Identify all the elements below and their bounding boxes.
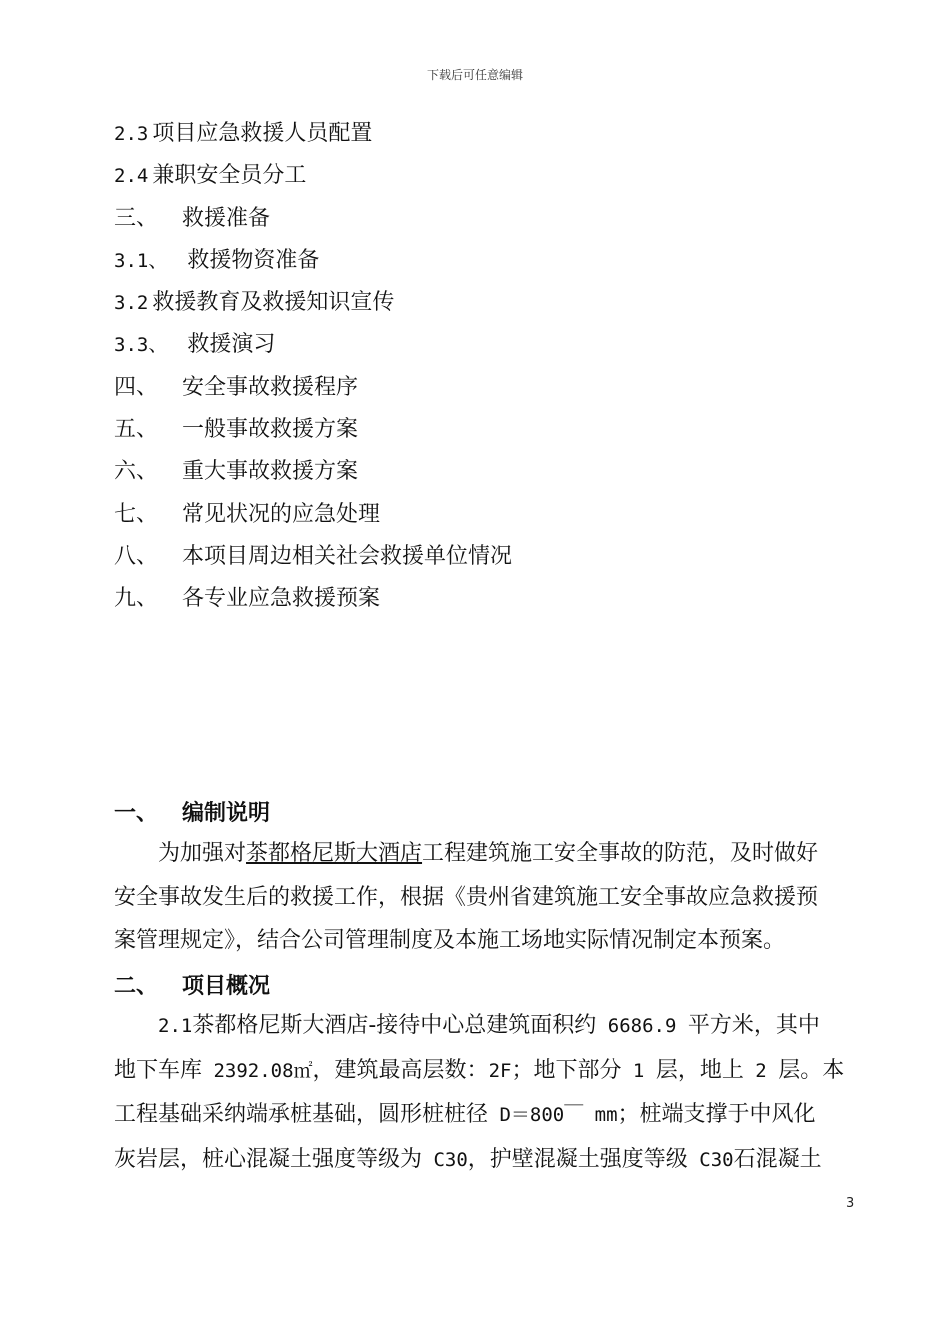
toc-item bbox=[114, 283, 874, 325]
paragraph-line bbox=[114, 832, 874, 876]
toc-item bbox=[114, 114, 874, 156]
toc-item-number: 七、 bbox=[114, 501, 159, 527]
section-number: 一、 bbox=[114, 801, 159, 826]
toc-item-text: 救援物资准备 bbox=[187, 247, 320, 273]
text-run: ；地下部分 bbox=[511, 1057, 622, 1083]
text-run: 为加强对 bbox=[158, 841, 247, 866]
toc-item-text: 兼职安全员分工 bbox=[152, 163, 307, 189]
toc-item-number: 2.3 bbox=[114, 123, 149, 145]
text-run: 6686.9 bbox=[607, 1015, 677, 1037]
toc-item bbox=[114, 537, 874, 579]
text-run: C30 bbox=[433, 1148, 468, 1171]
paragraph-line bbox=[114, 1004, 874, 1049]
paragraph-line bbox=[114, 1049, 874, 1094]
toc-item-number: 五、 bbox=[114, 417, 159, 443]
toc-item-number: 八、 bbox=[114, 543, 159, 569]
toc-item-number: 3.1、 bbox=[114, 249, 168, 272]
toc-item bbox=[114, 368, 874, 410]
toc-item-text: 本项目周边相关社会救援单位情况 bbox=[182, 543, 513, 569]
text-run: 工程建筑施工安全事故的防范，及时做好 bbox=[422, 841, 819, 866]
paragraph-line bbox=[114, 1093, 874, 1138]
toc-item bbox=[114, 579, 874, 621]
paragraph-line: 安全事故发生后的救援工作，根据《贵州省建筑施工安全事故应急救援预 bbox=[114, 884, 819, 910]
project-name: 茶都格尼斯大酒店 bbox=[246, 841, 423, 866]
toc-item-text: 各专业应急救援预案 bbox=[182, 586, 381, 612]
toc-item bbox=[114, 495, 874, 537]
text-run: 2392.08㎡ bbox=[213, 1059, 313, 1082]
toc-item-text: 常见状况的应急处理 bbox=[182, 501, 381, 527]
text-run: ，建筑最高层数： bbox=[312, 1057, 489, 1083]
toc-item-number: 3.2 bbox=[114, 292, 149, 315]
text-run: 层。本 bbox=[778, 1057, 845, 1083]
text-run: C30 bbox=[699, 1148, 734, 1171]
toc-item-text: 一般事故救援方案 bbox=[182, 417, 359, 443]
toc-item-text: 重大事故救援方案 bbox=[182, 459, 359, 485]
text-run: D＝800￣ mm bbox=[499, 1104, 618, 1126]
toc-item-number: 六、 bbox=[114, 459, 159, 485]
toc-item bbox=[114, 241, 874, 283]
header-note: 下载后可任意编辑 bbox=[426, 68, 523, 82]
toc-item-text: 救援准备 bbox=[182, 205, 271, 231]
toc-item bbox=[114, 452, 874, 494]
text-run: 平方米，其中 bbox=[687, 1013, 820, 1038]
text-run: 2F bbox=[488, 1059, 512, 1082]
toc-item-number: 九、 bbox=[114, 586, 159, 612]
section-heading-1 bbox=[114, 796, 270, 827]
section-title: 编制说明 bbox=[182, 801, 271, 826]
paragraph-preparation bbox=[114, 832, 874, 963]
text-run: 茶都格尼斯大酒店-接待中心总建筑面积约 bbox=[192, 1013, 597, 1038]
toc-item-text: 项目应急救援人员配置 bbox=[152, 121, 373, 146]
section-heading-2 bbox=[114, 969, 270, 1000]
toc-item bbox=[114, 410, 874, 452]
paragraph-line bbox=[114, 1138, 874, 1183]
toc-item-number: 四、 bbox=[114, 374, 159, 400]
text-run: 2.1 bbox=[158, 1015, 193, 1037]
text-run: 工程基础采纳端承桩基础，圆形桩桩径 bbox=[114, 1102, 489, 1127]
text-run: 灰岩层，桩心混凝土强度等级为 bbox=[114, 1146, 423, 1172]
toc-item-text: 救援演习 bbox=[187, 332, 276, 358]
toc-item bbox=[114, 199, 874, 241]
text-run: ；桩端支撑于中风化 bbox=[617, 1102, 816, 1127]
table-of-contents bbox=[114, 114, 874, 622]
toc-item-number: 2.4 bbox=[114, 165, 149, 188]
paragraph-overview bbox=[114, 1004, 874, 1182]
paragraph-line: 案管理规定》，结合公司管理制度及本施工场地实际情况制定本预案。 bbox=[114, 928, 786, 953]
toc-item-text: 安全事故救援程序 bbox=[182, 374, 359, 400]
text-run: 石混凝土 bbox=[733, 1146, 822, 1172]
toc-item-text: 救援教育及救援知识宣传 bbox=[152, 290, 395, 316]
toc-item-number: 三、 bbox=[114, 205, 159, 231]
text-run: 2 bbox=[755, 1059, 767, 1082]
toc-item-number: 3.3、 bbox=[114, 334, 168, 357]
text-run: 地下车库 bbox=[114, 1057, 203, 1083]
text-run: ，护壁混凝土强度等级 bbox=[467, 1146, 688, 1172]
text-run: 1 bbox=[632, 1059, 645, 1082]
section-number: 二、 bbox=[114, 974, 159, 999]
toc-item bbox=[114, 156, 874, 198]
text-run: 层，地上 bbox=[655, 1057, 744, 1083]
section-title: 项目概况 bbox=[182, 974, 271, 999]
toc-item bbox=[114, 325, 874, 367]
page-number: 3 bbox=[846, 1196, 855, 1211]
